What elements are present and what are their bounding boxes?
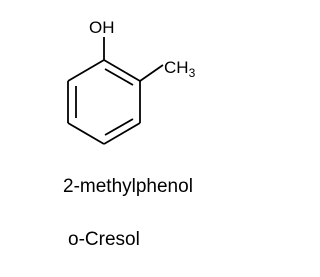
ring-bond-bottom-left: [68, 123, 104, 144]
benzene-ring: [68, 60, 140, 144]
hydroxyl-label: OH: [89, 18, 115, 37]
methyl-label-subscript: 3: [188, 66, 196, 80]
ring-double-bond-inner-right-lower: [105, 119, 133, 135]
ring-bond-top-left: [68, 60, 104, 81]
methyl-bond: [140, 65, 163, 81]
iupac-name-label: 2-methylphenol: [63, 176, 193, 197]
common-name-label: o-Cresol: [68, 229, 140, 250]
methyl-label: [164, 58, 196, 80]
ring-double-bond-inner-right-upper: [105, 69, 133, 85]
methyl-label-main: CH: [164, 58, 189, 77]
